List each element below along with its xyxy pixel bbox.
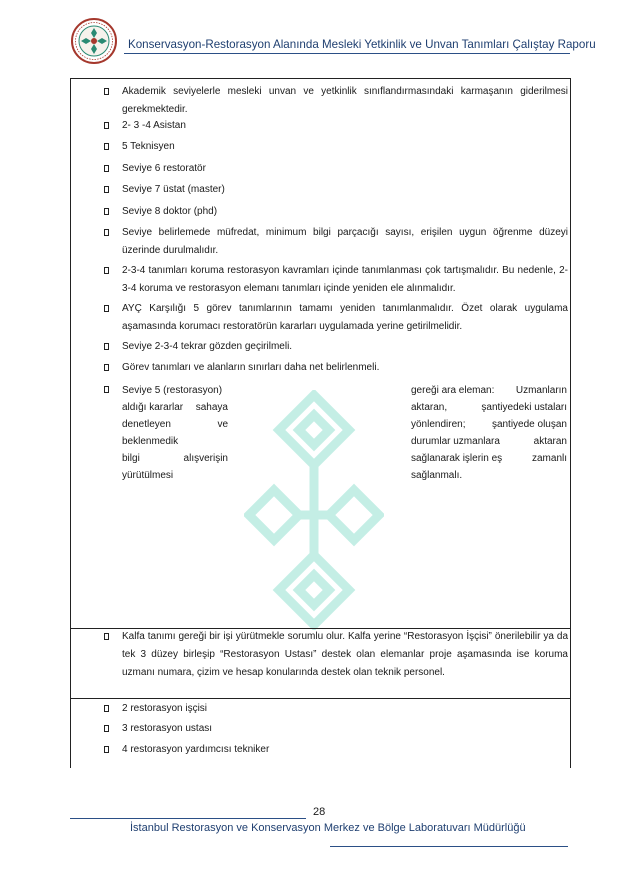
list-item: 2- 3 -4 Asistan: [104, 117, 568, 135]
checkbox-bullet-icon: [104, 208, 109, 215]
text-line: denetleyen ve: [122, 419, 228, 430]
list-item: 2-3-4 tanımları koruma restorasyon kavramları içinde tanımlanması çok tartışmalıdır. Bu nedenle, 2-3-4 koruma ve restorasyon elemanı tanımları içinde yeniden ele alınmalıdır.: [104, 262, 568, 298]
checkbox-bullet-icon: [104, 746, 109, 753]
table-top-border: [70, 78, 571, 79]
list-item: Seviye 8 doktor (phd): [104, 203, 568, 221]
text-line: Seviye 5 (restorasyon): [122, 385, 223, 396]
checkbox-bullet-icon: [104, 705, 109, 712]
list-item: Seviye 6 restoratör: [104, 160, 568, 178]
text-line: sağlanarak işlerin eş zamanlı: [411, 453, 567, 464]
text-line: beklenmedik: [122, 436, 179, 447]
list-item: 3 restorasyon ustası: [104, 720, 568, 738]
institution-logo: [70, 17, 118, 65]
list-item: Akademik seviyelerle mesleki unvan ve yetkinlik sınıflandırmasındaki karmaşanın giderilmesi gerekmektedir.: [104, 83, 568, 119]
checkbox-bullet-icon: [104, 88, 109, 95]
list-item: AYÇ Karşılığı 5 görev tanımlarının tamamı yeniden tanımlanmalıdır. Özet olarak uygulama aşamasında korumacı restoratörün kararları uygulamada yerine getirilmelidir.: [104, 300, 568, 336]
text-line: gereği ara eleman: Uzmanların: [411, 385, 567, 396]
checkbox-bullet-icon: [104, 633, 109, 640]
table-left-border: [70, 78, 71, 768]
list-item: 5 Teknisyen: [104, 138, 568, 156]
list-item: 4 restorasyon yardımcısı tekniker: [104, 741, 568, 759]
text-line: yönlendiren; şantiyede oluşan: [411, 419, 567, 430]
footer-divider: [70, 818, 306, 819]
list-item: 2 restorasyon işçisi: [104, 700, 568, 718]
table-row-divider: [70, 698, 571, 699]
watermark-knot-icon: [244, 390, 384, 630]
text-line: yürütülmesi: [122, 470, 174, 481]
header-title: Konservasyon-Restorasyon Alanında Mesleki Yetkinlik ve Unvan Tanımları Çalıştay Raporu: [128, 38, 596, 51]
text-line: aktaran, şantiyedeki ustaları: [411, 402, 567, 413]
list-item: Kalfa tanımı gereği bir işi yürütmekle sorumlu olur. Kalfa yerine “Restorasyon İşçisi” önerilebilir ya da tek 3 düzey birleşip “Restorasyon Ustası” destek olan elemanlar proje aşamasında ise koruma uzmanı numara, çizim ve hesap konularında destek olan teknik personel.: [104, 628, 568, 682]
checkbox-bullet-icon: [104, 143, 109, 150]
text-line: durumlar uzmanlara aktaran: [411, 436, 567, 447]
footer-divider: [330, 846, 568, 847]
checkbox-bullet-icon: [104, 305, 109, 312]
checkbox-bullet-icon: [104, 267, 109, 274]
checkbox-bullet-icon: [104, 364, 109, 371]
table-right-border: [570, 78, 571, 768]
footer-institution: İstanbul Restorasyon ve Konservasyon Merkez ve Bölge Laboratuvarı Müdürlüğü: [130, 822, 526, 834]
checkbox-bullet-icon: [104, 386, 109, 393]
checkbox-bullet-icon: [104, 343, 109, 350]
list-item: Seviye belirlemede müfredat, minimum bilgi parçacığı sayısı, erişilen uygun öğrenme düzeyi üzerinde durulmalıdır.: [104, 224, 568, 260]
header-divider: [124, 53, 570, 54]
checkbox-bullet-icon: [104, 186, 109, 193]
text-line: bilgi alışverişin: [122, 453, 228, 464]
checkbox-bullet-icon: [104, 165, 109, 172]
page-number: 28: [313, 806, 326, 818]
list-item: Seviye 2-3-4 tekrar gözden geçirilmeli.: [104, 338, 568, 356]
list-item: Görev tanımları ve alanların sınırları daha net belirlenmeli.: [104, 359, 568, 377]
text-line: sağlanmalı.: [411, 470, 463, 481]
checkbox-bullet-icon: [104, 122, 109, 129]
text-line: aldığı kararlar sahaya: [122, 402, 228, 413]
checkbox-bullet-icon: [104, 725, 109, 732]
list-item: Seviye 7 üstat (master): [104, 181, 568, 199]
checkbox-bullet-icon: [104, 229, 109, 236]
